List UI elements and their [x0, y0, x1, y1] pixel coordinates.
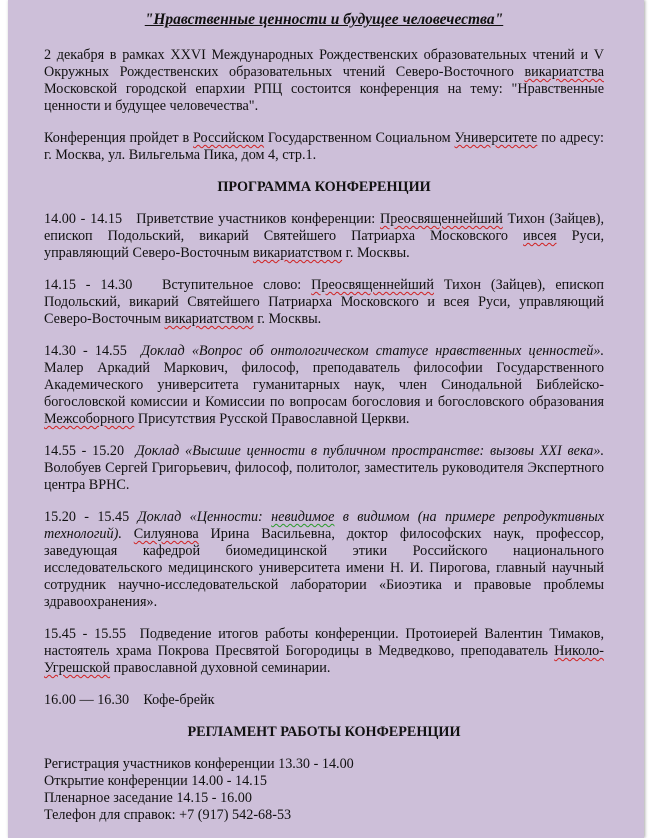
program-text: Волобуев Сергей Григорьевич, философ, политолог, заместитель руководителя Экспертного центра ВРНС. [44, 460, 604, 493]
spelling-error-word[interactable]: Университете [454, 130, 538, 146]
program-item [44, 343, 604, 428]
program-text: Ирина Васильевна, доктор философских наук, профессор, заведующая кафедрой биомедицинской этики Российского национального исследовательского медицинского университета имени Н. И. Пирогова, главный научный сотрудник научно-исследовательской лаборатории «Биоэтика и правовые проблемы здравоохранения». [44, 526, 604, 610]
intro-text: Государственном Социальном [264, 130, 455, 146]
program-time: 14.30 - 14.55 [44, 343, 127, 359]
list-item: Телефон для справок: +7 (917) 542-68-53 [44, 807, 292, 823]
program-text: Кофе-брейк [143, 692, 215, 708]
program-item [44, 443, 604, 494]
program-time: 14.55 - 15.20 [44, 443, 125, 459]
program-text: г. Москвы. [342, 245, 410, 261]
program-text: г. Москвы. [253, 311, 322, 327]
spelling-error-word[interactable]: Межсоборного [44, 411, 135, 427]
spelling-error-word[interactable]: Николо-Угрешской [44, 643, 604, 676]
program-time: 15.45 - 15.55 [44, 626, 127, 642]
list-item: Открытие конференции 14.00 - 14.15 [44, 773, 267, 789]
report-title: Доклад «Ценности: [137, 509, 272, 525]
regulations-list [44, 756, 604, 824]
program-text: Тихон (Зайцев), епископ Подольский, викарий Святейшего Патриарха Московского [44, 211, 605, 244]
intro-text: Московской городской епархии РПЦ состоится конференция на тему: "Нравственные ценности и будущее человечества". [44, 81, 604, 114]
regulations-heading: РЕГЛАМЕНТ РАБОТЫ КОНФЕРЕНЦИИ [187, 724, 461, 740]
program-heading: ПРОГРАММА КОНФЕРЕНЦИИ [217, 179, 431, 195]
program-item [44, 509, 604, 611]
program-time: 14.15 - 14.30 [44, 277, 133, 293]
program-text: Приветствие участников конференции: [136, 211, 380, 227]
intro-paragraph-2 [44, 130, 604, 164]
program-text: Присутствия Русской Православной Церкви. [134, 411, 410, 427]
spelling-error-word[interactable]: Силуянова [133, 526, 199, 542]
spelling-error-word[interactable]: ивсея [523, 228, 557, 244]
program-text [122, 526, 134, 542]
program-item [44, 277, 604, 328]
program-text: Руси, управляющий Северо-Восточным [44, 228, 605, 261]
list-item: Регистрация участников конференции 13.30 - 14.00 [44, 756, 354, 772]
report-title: Доклад «Высшие ценности в публичном пространстве: вызовы XXI века». [135, 443, 605, 459]
program-item [44, 211, 604, 262]
program-time: 14.00 - 14.15 [44, 211, 123, 227]
document-page[interactable] [8, 0, 644, 838]
grammar-error-word[interactable]: невидимое [271, 509, 335, 525]
list-item: Пленарное заседание 14.15 - 16.00 [44, 790, 252, 806]
program-item [44, 626, 604, 677]
program-text: Подведение итогов работы конференции. Протоиерей Валентин Тимаков, настоятель храма Покрова Пресвятой Богородицы в Медведково, преподаватель [44, 626, 604, 659]
program-time: 15.20 - 15.45 [44, 509, 130, 525]
spelling-error-word[interactable]: Преосвященнейший [379, 211, 503, 227]
intro-text: по адресу: г. Москва, ул. Вильгельма Пика, дом 4, стр.1. [44, 130, 604, 163]
spelling-error-word[interactable]: викариатством [164, 311, 254, 327]
program-text: Вступительное слово: [162, 277, 312, 293]
spelling-error-word[interactable]: Российском [193, 130, 265, 146]
program-item [44, 692, 604, 709]
program-time: 16.00 — 16.30 [44, 692, 130, 708]
intro-paragraph-1 [44, 47, 604, 115]
program-text: Тихон (Зайцев), епископ Подольский, викарий Святейшего Патриарха Московского и всея Руси, управляющий Северо-Восточным [44, 277, 604, 327]
intro-text: 2 декабря в рамках XXVI Международных Рождественских образовательных чтений и V Окружных Рождественских образовательных чтений Северо-Восточного [44, 47, 604, 80]
report-title: в видимом (на примере репродуктивных технологий). [44, 509, 604, 542]
intro-text: Конференция пройдет в [44, 130, 194, 146]
report-title: Доклад «Вопрос об онтологическом статусе нравственных ценностей». [141, 343, 605, 359]
program-text: православной духовной семинарии. [110, 660, 331, 676]
document-title: "Нравственные ценности и будущее человечества" [144, 11, 504, 28]
program-text: Малер Аркадий Маркович, философ, преподаватель философии Государственного Академического университета гуманитарных наук, член Синодальной Библейско-богословской комиссии и Комиссии по вопросам богословия и богословского образования [44, 360, 604, 410]
spelling-error-word[interactable]: викариатства [524, 64, 604, 80]
spelling-error-word[interactable]: викариатством [252, 245, 343, 261]
spelling-error-word[interactable]: Преосвященнейший [311, 277, 434, 293]
